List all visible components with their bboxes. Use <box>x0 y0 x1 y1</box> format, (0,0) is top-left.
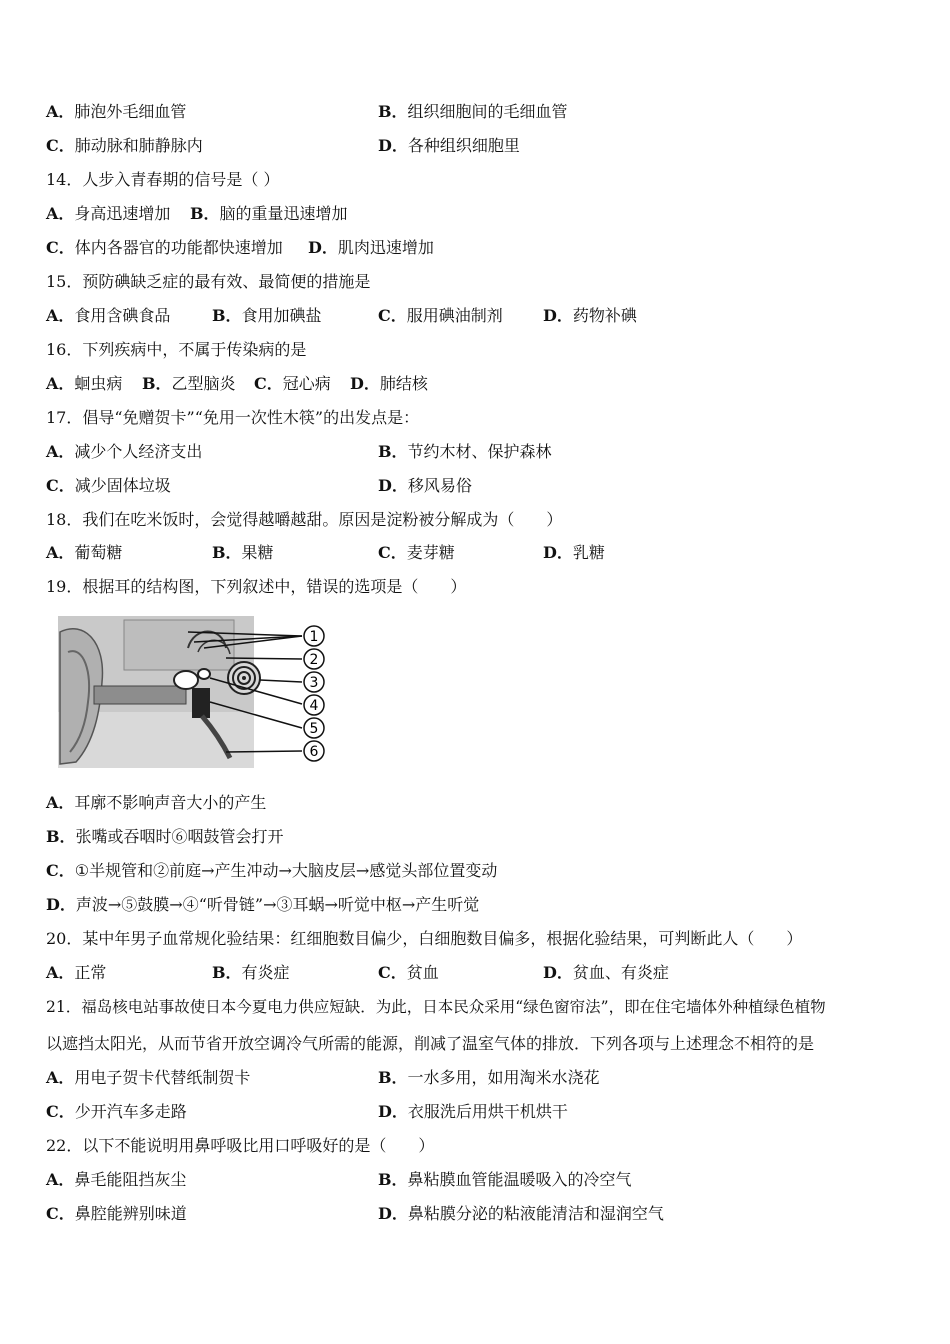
q21-option-c: C．少开汽车多走路 <box>46 1102 187 1121</box>
q13-option-b: B．组织细胞间的毛细血管 <box>378 102 568 121</box>
q16-option-c: C．冠心病 <box>254 374 331 393</box>
q21-option-a: A．用电子贺卡代替纸制贺卡 <box>46 1068 251 1087</box>
q17-stem: 17．倡导“免赠贺卡”“免用一次性木筷”的出发点是： <box>46 408 420 427</box>
q22-stem: 22．以下不能说明用鼻呼吸比用口呼吸好的是（ ） <box>46 1136 435 1155</box>
q15-option-b: B．食用加碘盐 <box>212 306 322 325</box>
callout-1 <box>304 626 324 646</box>
ossicles-shape <box>174 671 198 689</box>
callout-5 <box>304 718 324 738</box>
q19-option-a: A．耳廓不影响声音大小的产生 <box>46 793 267 812</box>
q21-option-d: D．衣服洗后用烘干机烘干 <box>378 1102 568 1121</box>
q20-option-d: D．贫血、有炎症 <box>543 963 669 982</box>
q14-option-a: A．身高迅速增加 <box>46 204 171 223</box>
q15-option-d: D．药物补碘 <box>543 306 637 325</box>
q15-option-c: C．服用碘油制剂 <box>378 306 503 325</box>
q20-stem: 20．某中年男子血常规化验结果：红细胞数目偏少，白细胞数目偏多，根据化验结果，可判断此人（ ） <box>46 929 803 948</box>
q21-option-b: B．一水多用，如用淘米水浇花 <box>378 1068 600 1087</box>
q18-stem: 18．我们在吃米饭时，会觉得越嚼越甜。原因是淀粉被分解成为（ ） <box>46 510 563 529</box>
q13-option-d: D．各种组织细胞里 <box>378 136 520 155</box>
q20-option-b: B．有炎症 <box>212 963 290 982</box>
q19-option-b: B．张嘴或吞咽时⑥咽鼓管会打开 <box>46 827 284 846</box>
q18-option-c: C．麦芽糖 <box>378 543 455 562</box>
svg-text:1: 1 <box>309 629 319 645</box>
q15-option-a: A．食用含碘食品 <box>46 306 171 325</box>
svg-text:2: 2 <box>309 652 319 668</box>
q14-option-d: D．肌肉迅速增加 <box>308 238 434 257</box>
q21-stem-line2: 以遮挡太阳光，从而节省开放空调冷气所需的能源，削减了温室气体的排放．下列各项与上述理念不相符的是 <box>46 1034 815 1053</box>
q14-stem: 14．人步入青春期的信号是（ ） <box>46 170 280 189</box>
q16-option-a: A．蛔虫病 <box>46 374 123 393</box>
q22-option-a: A．鼻毛能阻挡灰尘 <box>46 1170 187 1189</box>
q22-option-d: D．鼻粘膜分泌的粘液能清洁和湿润空气 <box>378 1204 664 1223</box>
callout-6 <box>304 741 324 761</box>
q16-stem: 16．下列疾病中，不属于传染病的是 <box>46 340 307 359</box>
q17-option-b: B．节约木材、保护森林 <box>378 442 552 461</box>
q14-option-b: B．脑的重量迅速增加 <box>190 204 348 223</box>
q18-option-a: A．葡萄糖 <box>46 543 123 562</box>
q13-option-c: C．肺动脉和肺静脉内 <box>46 136 203 155</box>
q21-stem-line1: 21．福岛核电站事故使日本今夏电力供应短缺．为此，日本民众采用“绿色窗帘法”，即在住宅墙体外种植绿色植物 <box>46 998 826 1016</box>
q16-option-b: B．乙型脑炎 <box>142 374 236 393</box>
q20-option-a: A．正常 <box>46 963 107 982</box>
q19-option-d: D．声波→⑤鼓膜→④“听骨链”→③耳蜗→听觉中枢→产生听觉 <box>46 895 480 914</box>
q22-option-b: B．鼻粘膜血管能温暖吸入的冷空气 <box>378 1170 632 1189</box>
ear-canal-shape <box>94 686 186 704</box>
callout-2 <box>304 649 324 669</box>
q17-option-d: D．移风易俗 <box>378 476 472 495</box>
q17-option-c: C．减少固体垃圾 <box>46 476 171 495</box>
q14-option-c: C．体内各器官的功能都快速增加 <box>46 238 283 257</box>
eardrum-shape <box>192 688 210 718</box>
q13-option-a: A．肺泡外毛细血管 <box>46 102 187 121</box>
q19-stem: 19．根据耳的结构图，下列叙述中，错误的选项是（ ） <box>46 577 467 596</box>
cochlea-shape <box>228 662 260 694</box>
q18-option-b: B．果糖 <box>212 543 274 562</box>
svg-text:4: 4 <box>309 698 319 714</box>
svg-text:5: 5 <box>309 721 319 737</box>
ear-structure-figure <box>54 612 330 772</box>
callout-3 <box>304 672 324 692</box>
q20-option-c: C．贫血 <box>378 963 439 982</box>
svg-text:3: 3 <box>309 675 319 691</box>
q15-stem: 15．预防碘缺乏症的最有效、最简便的措施是 <box>46 272 371 291</box>
q16-option-d: D．肺结核 <box>350 374 428 393</box>
q17-option-a: A．减少个人经济支出 <box>46 442 203 461</box>
q19-option-c: C．①半规管和②前庭→产生冲动→大脑皮层→感觉头部位置变动 <box>46 861 498 880</box>
callout-4 <box>304 695 324 715</box>
svg-text:6: 6 <box>309 744 319 760</box>
q22-option-c: C．鼻腔能辨别味道 <box>46 1204 187 1223</box>
q18-option-d: D．乳糖 <box>543 543 605 562</box>
